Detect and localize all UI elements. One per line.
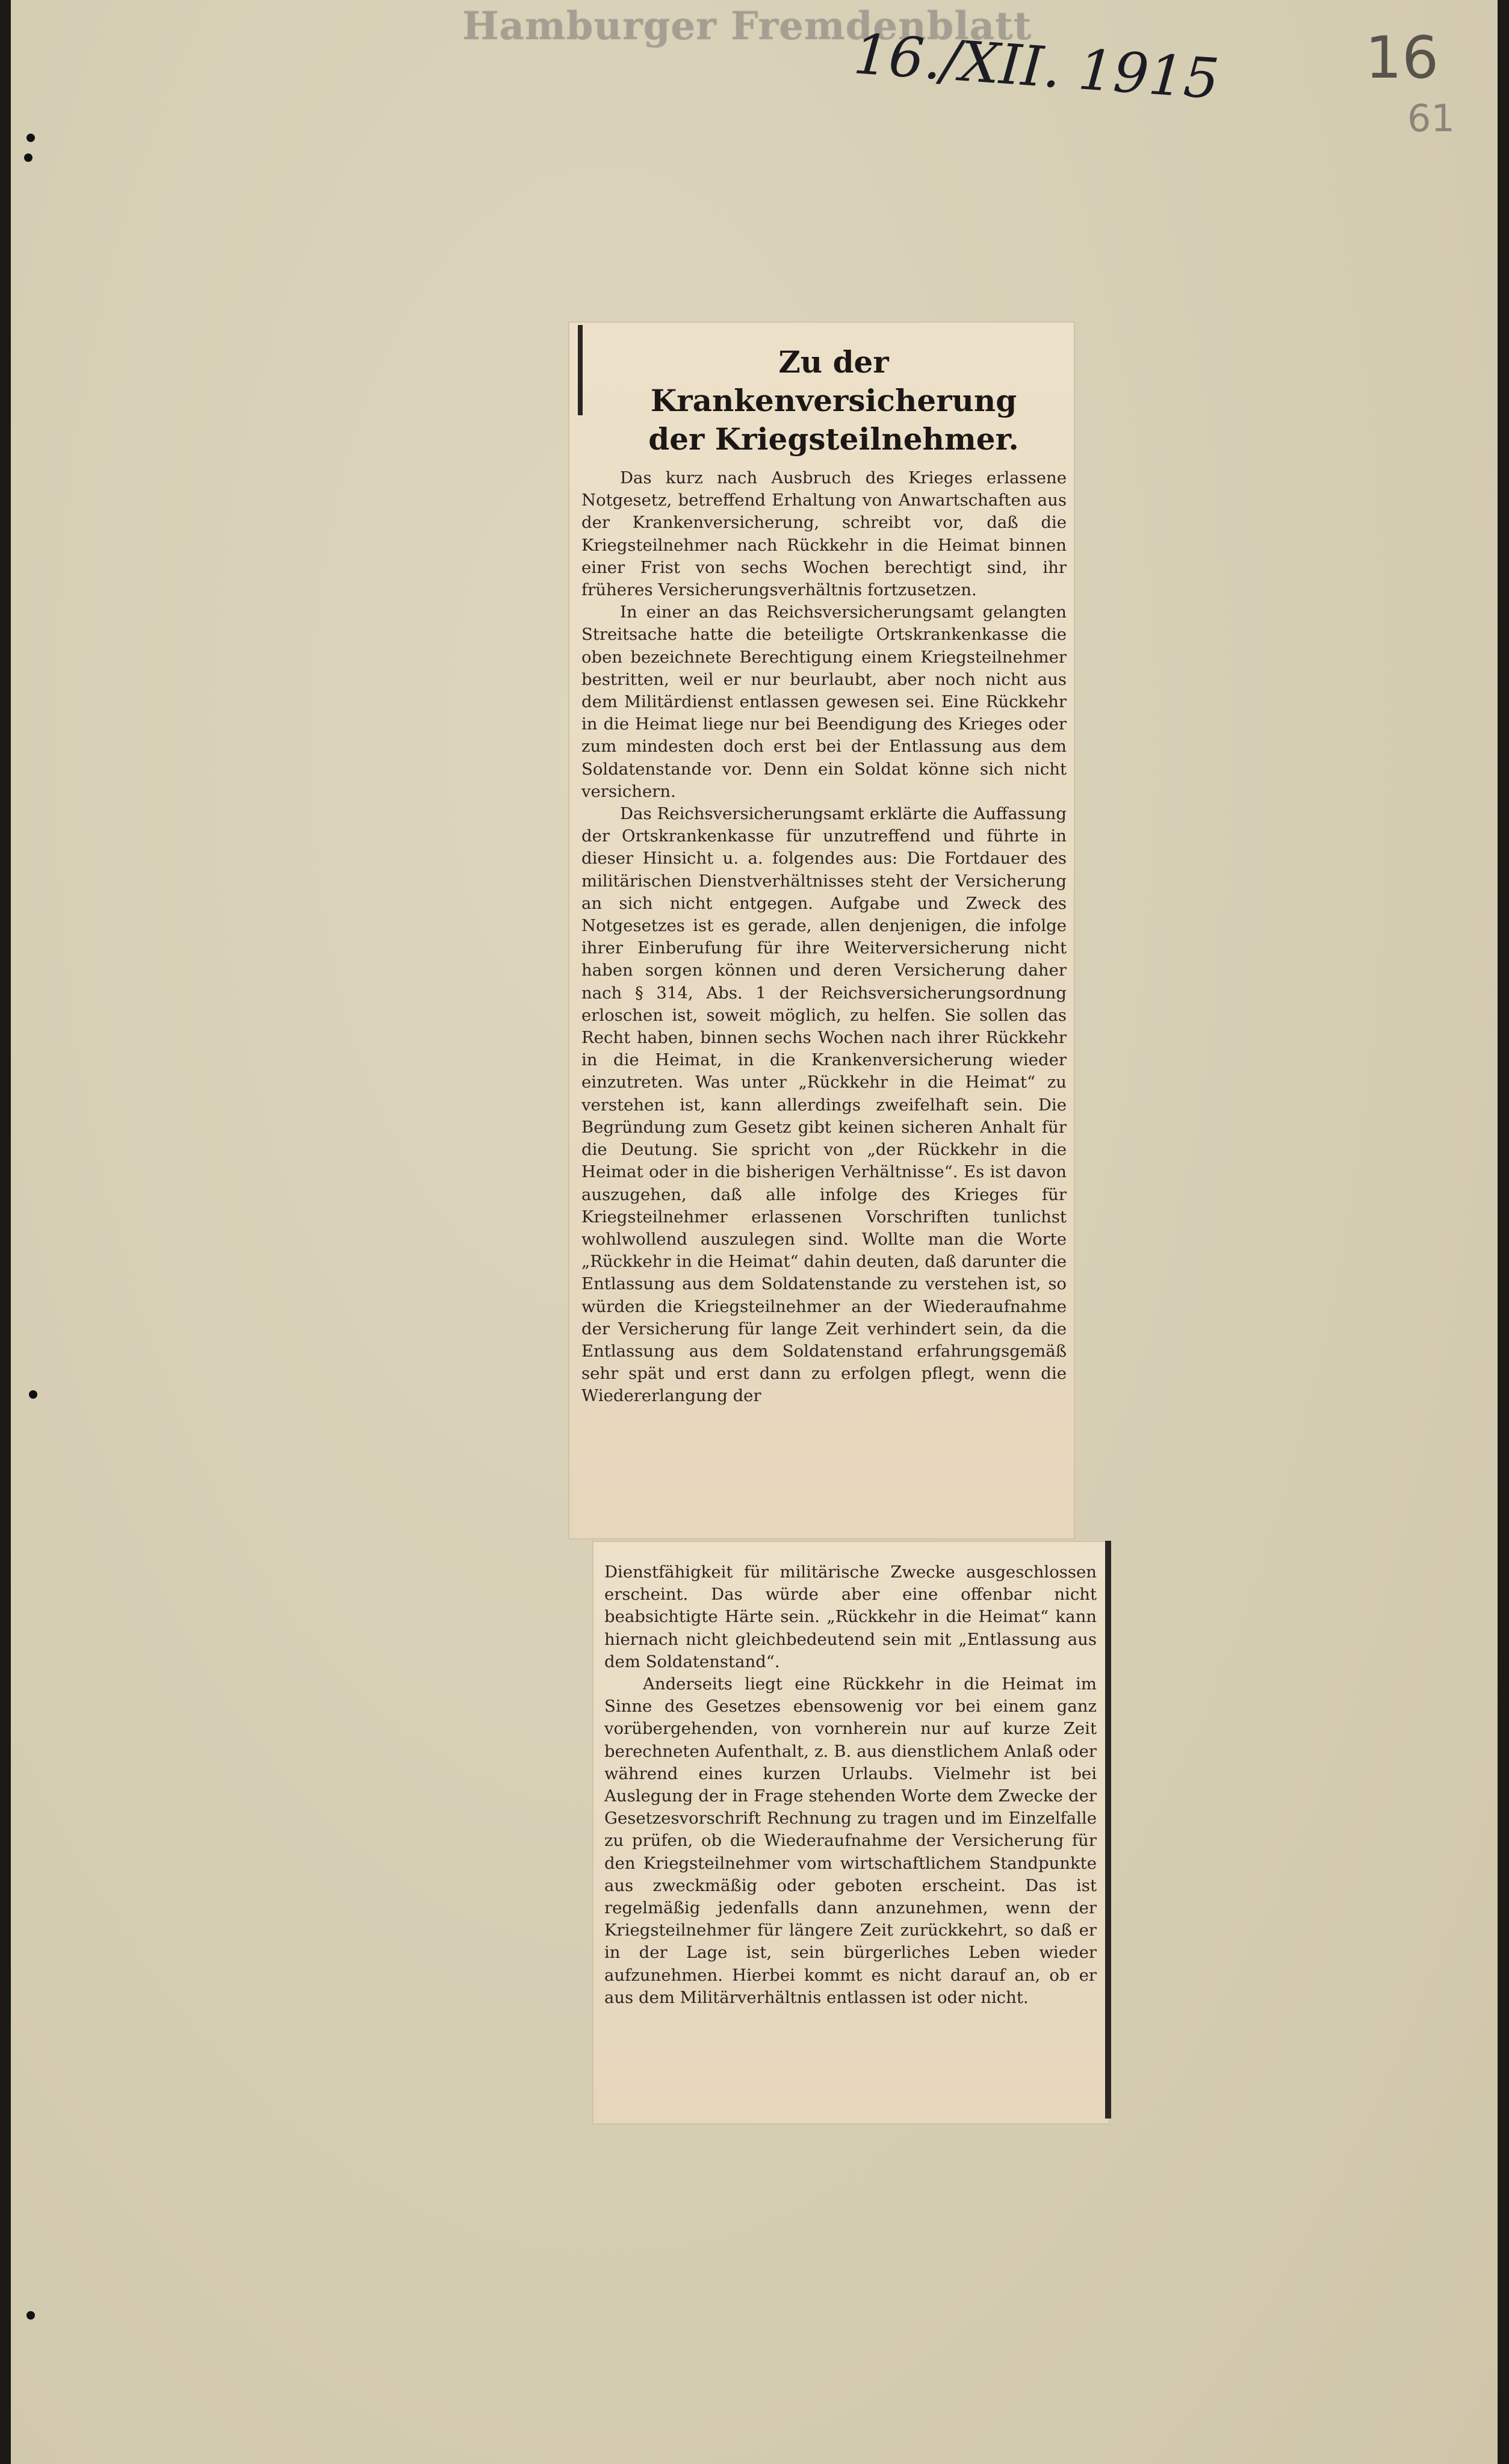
- article-title: Zu der Krankenversicherung der Kriegsteilnehmer.: [648, 344, 1019, 457]
- punch-hole-top: [26, 134, 35, 142]
- paragraph-3: Das Reichsversicherungsamt erklärte die Auffassung der Ortskrankenkasse für unzutreffend und führte in dieser Hinsicht u. a. folgendes aus: Die Fortdauer des militärischen Dienstverhältnisses steht der Versicherung an sich nicht entgegen. Aufgabe und Zweck des Notgesetzes ist es gerade, allen denjenigen, die infolge ihrer Einberufung für ihre Weiterversicherung nicht haben sorgen können und deren Versicherung daher nach § 314, Abs. 1 der Reichsversicherungsordnung erloschen ist, soweit möglich, zu helfen. Sie sollen das Recht haben, binnen sechs Wochen nach ihrer Rückkehr in die Heimat, in die Krankenversicherung wieder einzutreten. Was unter „Rückkehr in die Heimat“ zu verstehen ist, kann allerdings zweifelhaft sein. Die Begründung zum Gesetz gibt keinen sicheren Anhalt für die Deutung. Sie spricht von „der Rückkehr in die Heimat oder in die bisherigen Verhältnisse“. Es ist davon auszugehen, daß alle infolge des Krieges für Kriegsteilnehmer erlassenen Vorschriften tunlichst wohlwollend auszulegen sind. Wollte man die Worte „Rückkehr in die Heimat“ dahin deuten, daß darunter die Entlassung aus dem Soldatenstande zu verstehen ist, so würden die Kriegsteilnehmer an der Wiederaufnahme der Versicherung für lange Zeit verhindert sein, da die Entlassung aus dem Soldatenstand erfahrungsgemäß sehr spät und erst dann zu erfolgen pflegt, wenn die Wiedererlangung der: [581, 804, 1067, 1406]
- handwritten-date: 16./XII. 1915: [851, 22, 1221, 112]
- newspaper-clipping-part-2: [592, 1541, 1110, 2125]
- article-body-part-2: [592, 1541, 1110, 2009]
- paragraph-1: Das kurz nach Ausbruch des Krieges erlassene Notgesetz, betreffend Erhaltung von Anwartschaften aus der Krankenversicherung, schreibt vor, daß die Kriegsteilnehmer nach Rückkehr in die Heimat binnen einer Frist von sechs Wochen berechtigt sind, ihr früheres Versicherungsverhältnis fortzusetzen.: [581, 468, 1067, 600]
- clipping-edge-mark-right: [1105, 1541, 1111, 2119]
- folio-sub-number: 61: [1407, 96, 1455, 140]
- folio-number: 16: [1365, 24, 1439, 91]
- article-body-part-1: [568, 467, 1075, 1408]
- paragraph-2: In einer an das Reichsversicherungsamt gelangten Streitsache hatte die beteiligte Ortskrankenkasse die oben bezeichnete Berechtigung einem Kriegsteilnehmer bestritten, weil er nur beurlaubt, aber noch nicht aus dem Militärdienst entlassen gewesen sei. Eine Rückkehr in die Heimat liege nur bei Beendigung des Krieges oder zum mindesten doch erst bei der Entlassung aus dem Soldatenstande vor. Denn ein Soldat könne sich nicht versichern.: [581, 602, 1067, 801]
- punch-hole-bottom: [26, 2311, 35, 2320]
- newspaper-clipping-part-1: [568, 321, 1075, 1540]
- paragraph-5: Anderseits liegt eine Rückkehr in die Heimat im Sinne des Gesetzes ebensowenig vor bei einem ganz vorübergehenden, von vornherein nur auf kurze Zeit berechneten Aufenthalt, z. B. aus dienstlichem Anlaß oder während eines kurzen Urlaubs. Vielmehr ist bei Auslegung der in Frage stehenden Worte dem Zwecke der Gesetzesvorschrift Rechnung zu tragen und im Einzelfalle zu prüfen, ob die Wiederaufnahme der Versicherung für den Kriegsteilnehmer vom wirtschaftlichem Standpunkte aus zweckmäßig oder geboten erscheint. Das ist regelmäßig jedenfalls dann anzunehmen, wenn der Kriegsteilnehmer für längere Zeit zurückkehrt, so daß er in der Lage ist, sein bürgerliches Leben wieder aufzunehmen. Hierbei kommt es nicht darauf an, ob er aus dem Militärverhältnis entlassen ist oder nicht.: [604, 1674, 1097, 2007]
- clipping-edge-mark: [578, 325, 583, 415]
- punch-hole-top-2: [24, 153, 33, 162]
- paragraph-4: Dienstfähigkeit für militärische Zwecke ausgeschlossen erscheint. Das würde aber eine offenbar nicht beabsichtigte Härte sein. „Rückkehr in die Heimat“ kann hiernach nicht gleichbedeutend sein mit „Entlassung aus dem Soldatenstand“.: [604, 1562, 1097, 1671]
- newspaper-name-stamp: Hamburger Fremdenblatt: [462, 4, 1032, 49]
- punch-hole-middle: [29, 1390, 37, 1399]
